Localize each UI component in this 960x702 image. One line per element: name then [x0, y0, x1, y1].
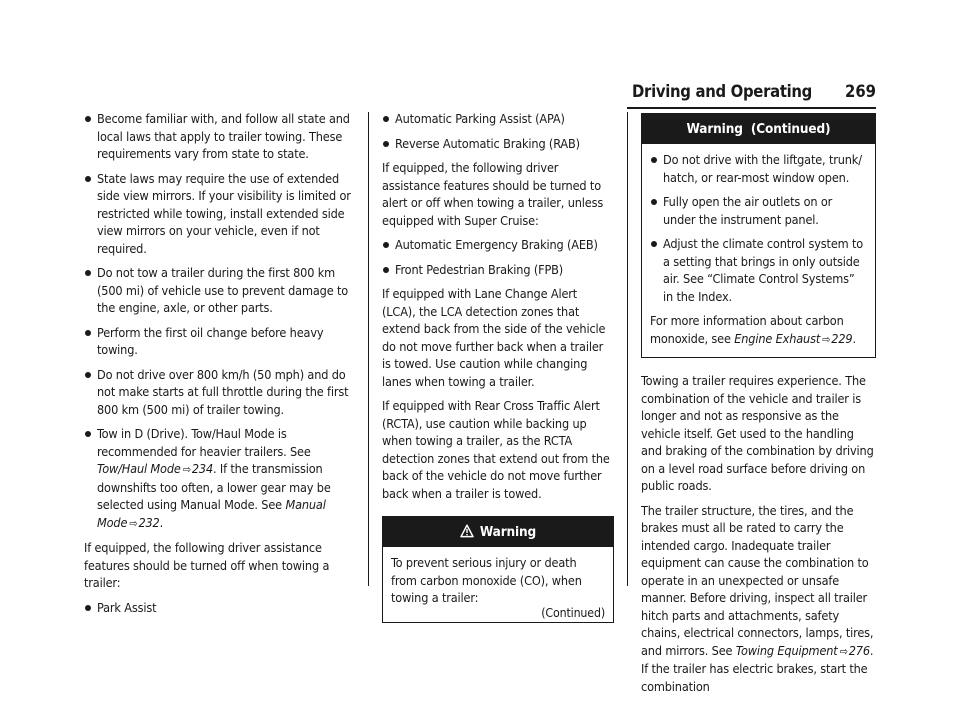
- list-item: Fully open the air outlets on or under the instrument panel.: [650, 193, 867, 228]
- xref-towing-equipment[interactable]: Towing Equipment: [735, 642, 838, 658]
- continued-label: (Continued): [541, 605, 605, 620]
- warning-triangle-icon: [460, 524, 474, 538]
- paragraph: Towing a trailer requires experience. The combination of the vehicle and trailer is longer and not as responsive as the vehicle itself. Get used to the handling and braking of the combination by driving on a level road surface before driving on public roads.: [641, 373, 874, 493]
- text: . If the trailer has electric brakes, start the combination: [641, 642, 874, 694]
- paragraph: If equipped with Lane Change Alert (LCA), the LCA detection zones that extend back from the side of the vehicle do not move further back when a trailer is towed. Use caution while changing lanes when towing a trailer.: [382, 286, 606, 389]
- list-item-towhaul: [84, 425, 356, 532]
- paragraph: If equipped, the following driver assistance features should be turned to alert or off when towing a trailer, unless equipped with Super Cruise:: [382, 160, 604, 228]
- list-item: Adjust the climate control system to a setting that brings in only outside air. See “Climate Control Systems” in the Index.: [650, 235, 867, 305]
- warning-box-continued: [641, 113, 876, 358]
- page-ref[interactable]: 232: [138, 514, 160, 530]
- text: Tow in D (Drive). Tow/Haul Mode is recommended for heavier trailers. See: [97, 426, 311, 459]
- page-ref-arrow-icon: ⇨: [822, 332, 831, 346]
- bullet-list: [382, 110, 614, 152]
- xref-tow-haul-mode[interactable]: Tow/Haul Mode: [97, 461, 181, 476]
- list-item: Become familiar with, and follow all state and local laws that apply to trailer towing. These requirements vary from state to state.: [84, 110, 356, 163]
- bullet-list: [650, 151, 867, 305]
- section-title: Driving and Operating: [632, 82, 812, 101]
- warning-body: [642, 144, 875, 357]
- warning-text: To prevent serious injury or death from carbon monoxide (CO), when towing a trailer:: [391, 555, 582, 605]
- warning-box: [382, 516, 614, 623]
- warning-title: Warning: [479, 524, 537, 540]
- column-divider-2: [627, 112, 628, 586]
- text: .: [159, 514, 164, 530]
- xref-manual-mode[interactable]: Manual Mode: [97, 497, 326, 530]
- list-item: Automatic Emergency Braking (AEB): [382, 236, 614, 254]
- warning-header: [383, 517, 613, 547]
- text: .: [852, 330, 856, 346]
- page-ref[interactable]: 234: [191, 461, 214, 476]
- page-ref-arrow-icon: ⇨: [182, 463, 191, 476]
- page-ref[interactable]: 229: [831, 330, 853, 346]
- list-item: Front Pedestrian Braking (FPB): [382, 261, 614, 279]
- list-item: Park Assist: [84, 599, 356, 617]
- paragraph: If equipped with Rear Cross Traffic Alert (RCTA), use caution while backing up when towing a trailer, as the RCTA detection zones that extend out from the back of the vehicle do not move further back when a trailer is towed.: [382, 398, 610, 501]
- column-1: [84, 110, 356, 623]
- page-header: [540, 82, 876, 104]
- text: . If the transmission downshifts too often, a lower gear may be selected using Manual Mode. See: [97, 461, 331, 512]
- list-item: Do not drive with the liftgate, trunk/ hatch, or rear-most window open.: [650, 151, 867, 186]
- text: For more information about carbon monoxide, see: [650, 313, 844, 346]
- list-item: Do not drive over 800 km/h (50 mph) and do not make starts at full throttle during the first 800 km (500 mi) of trailer towing.: [84, 366, 356, 419]
- warning-header: [642, 114, 875, 144]
- list-item: State laws may require the use of extended side view mirrors. If your visibility is limited or restricted while towing, install extended side view mirrors on your vehicle, even if not required.: [84, 170, 356, 258]
- page-ref[interactable]: 276: [848, 642, 870, 658]
- bullet-list: [84, 599, 356, 617]
- column-2: [382, 110, 614, 623]
- warning-body: [383, 547, 613, 622]
- warning-title: Warning (Continued): [686, 121, 831, 137]
- bullet-list: [84, 110, 356, 532]
- list-item: Automatic Parking Assist (APA): [382, 110, 614, 128]
- paragraph: If equipped, the following driver assistance features should be turned off when towing a trailer:: [84, 540, 330, 590]
- header-rule: [627, 107, 876, 109]
- warning-text: [650, 312, 867, 348]
- list-item: Do not tow a trailer during the first 800 km (500 mi) of vehicle use to prevent damage to the engine, axle, or other parts.: [84, 264, 356, 317]
- bullet-list: [382, 236, 614, 278]
- paragraph: [641, 502, 876, 696]
- page-number: 269: [845, 82, 876, 101]
- text: The trailer structure, the tires, and the brakes must all be rated to carry the intended cargo. Inadequate trailer equipment can cause the combination to operate in an unexpected or unsafe manner. Before driving, inspect all trailer hitch parts and attachments, safety chains, electrical connectors, lamps, tires, and mirrors. See: [641, 502, 874, 658]
- column-divider-1: [368, 112, 369, 586]
- column-3: [641, 110, 876, 702]
- page-ref-arrow-icon: ⇨: [129, 516, 138, 530]
- list-item: Perform the first oil change before heavy towing.: [84, 324, 356, 359]
- list-item: Reverse Automatic Braking (RAB): [382, 135, 614, 153]
- xref-engine-exhaust[interactable]: Engine Exhaust: [734, 330, 821, 346]
- page-ref-arrow-icon: ⇨: [839, 644, 848, 658]
